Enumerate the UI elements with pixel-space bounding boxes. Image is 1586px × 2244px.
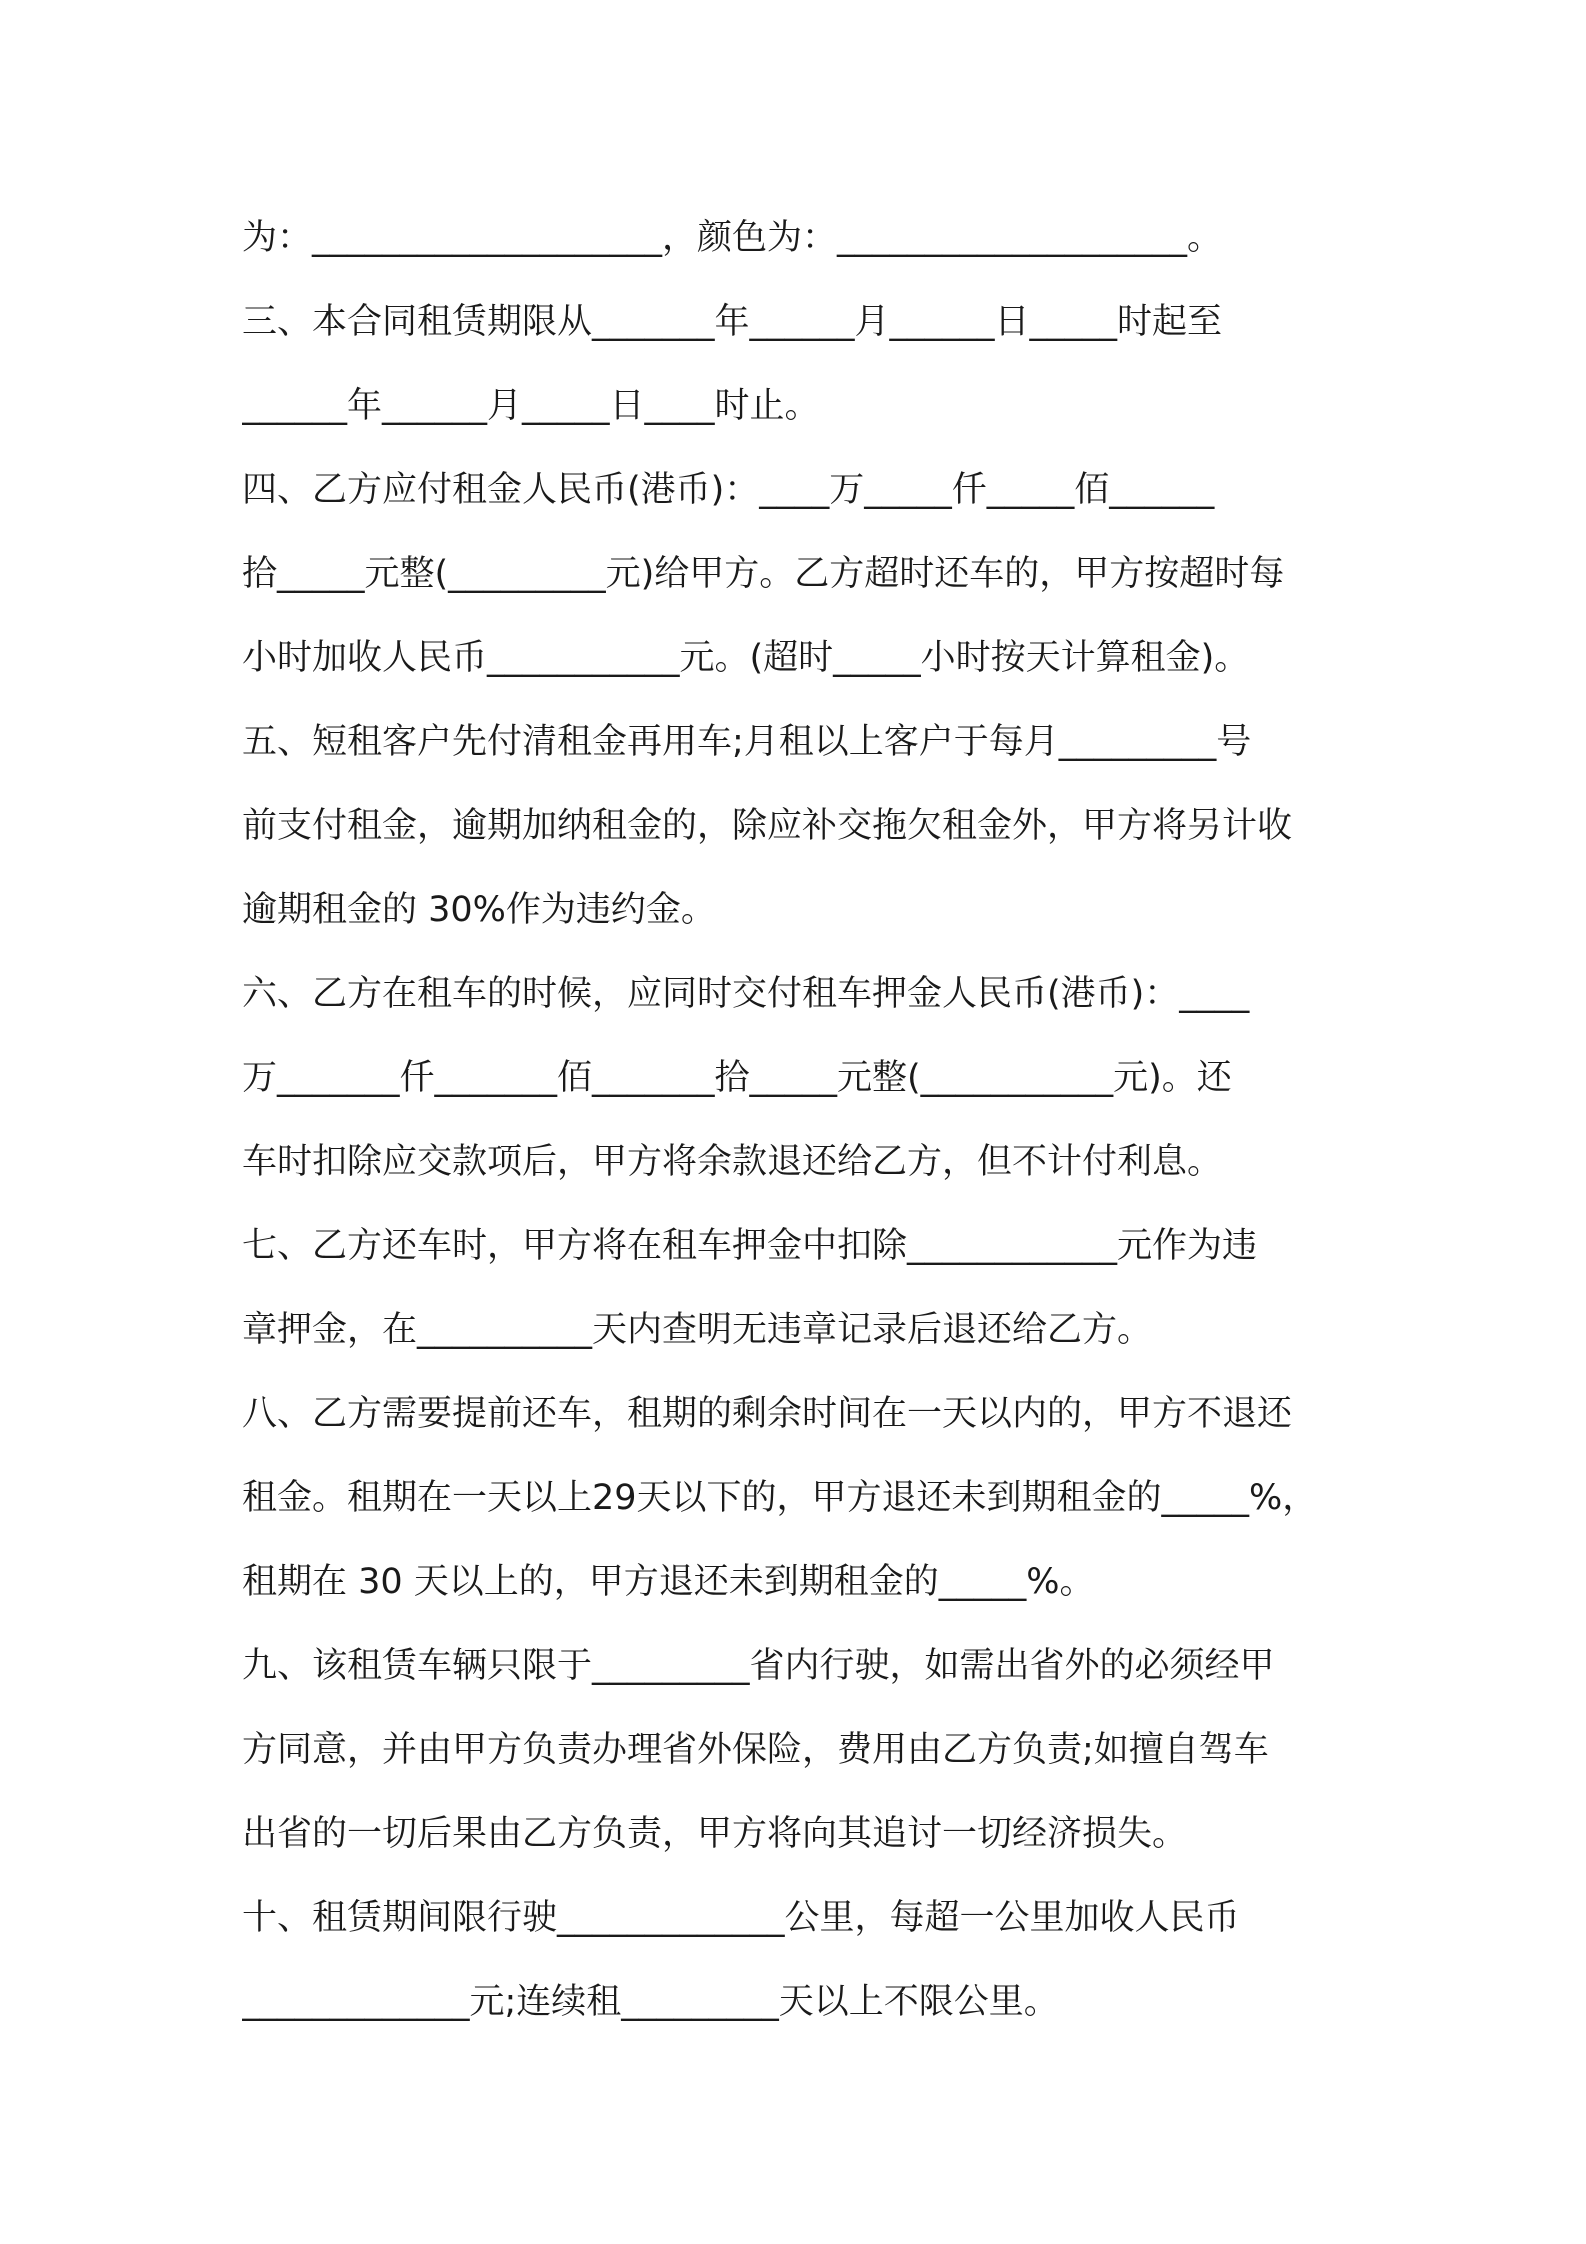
text-line: 八、乙方需要提前还车，租期的剩余时间在一天以内的，甲方不退还 bbox=[242, 1394, 1293, 1434]
text-line: 三、本合同租赁期限从_______年______月______日_____时起至 bbox=[242, 302, 1223, 342]
text-line: 租金。租期在一天以上29天以下的，甲方退还未到期租金的_____%， bbox=[242, 1478, 1318, 1518]
text-line: 租期在 30 天以上的，甲方退还未到期租金的_____%。 bbox=[242, 1562, 1095, 1602]
text-line: 五、短租客户先付清租金再用车;月租以上客户于每月_________号 bbox=[242, 722, 1252, 762]
text-line: 前支付租金，逾期加纳租金的，除应补交拖欠租金外，甲方将另计收 bbox=[242, 806, 1293, 846]
text-line: 章押金，在__________天内查明无违章记录后退还给乙方。 bbox=[242, 1310, 1153, 1350]
text-line: 车时扣除应交款项后，甲方将余款退还给乙方，但不计付利息。 bbox=[242, 1142, 1223, 1182]
text-line: 十、租赁期间限行驶_____________公里，每超一公里加收人民币 bbox=[242, 1898, 1240, 1938]
text-line: 小时加收人民币___________元。(超时_____小时按天计算租金)。 bbox=[242, 638, 1250, 678]
text-line: 六、乙方在租车的时候，应同时交付租车押金人民币(港币)：____ bbox=[242, 974, 1250, 1014]
text-line: 七、乙方还车时，甲方将在租车押金中扣除____________元作为违 bbox=[242, 1226, 1258, 1266]
text-line: 为：____________________，颜色为：____________________。 bbox=[242, 218, 1223, 258]
text-line: 万_______仟_______佰_______拾_____元整(___________元)。还 bbox=[242, 1058, 1232, 1098]
text-line: 出省的一切后果由乙方负责，甲方将向其追讨一切经济损失。 bbox=[242, 1814, 1188, 1854]
text-line: 九、该租赁车辆只限于_________省内行驶，如需出省外的必须经甲 bbox=[242, 1646, 1275, 1686]
text-line: 方同意，并由甲方负责办理省外保险，费用由乙方负责;如擅自驾车 bbox=[242, 1730, 1269, 1770]
text-line: _____________元;连续租_________天以上不限公里。 bbox=[242, 1982, 1059, 2022]
text-line: 逾期租金的 30%作为违约金。 bbox=[242, 890, 716, 930]
text-line: ______年______月_____日____时止。 bbox=[242, 386, 820, 426]
contract-body bbox=[242, 196, 1362, 2044]
text-line: 拾_____元整(_________元)给甲方。乙方超时还车的，甲方按超时每 bbox=[242, 554, 1285, 594]
text-line: 四、乙方应付租金人民币(港币)：____万_____仟_____佰______ bbox=[242, 470, 1215, 510]
